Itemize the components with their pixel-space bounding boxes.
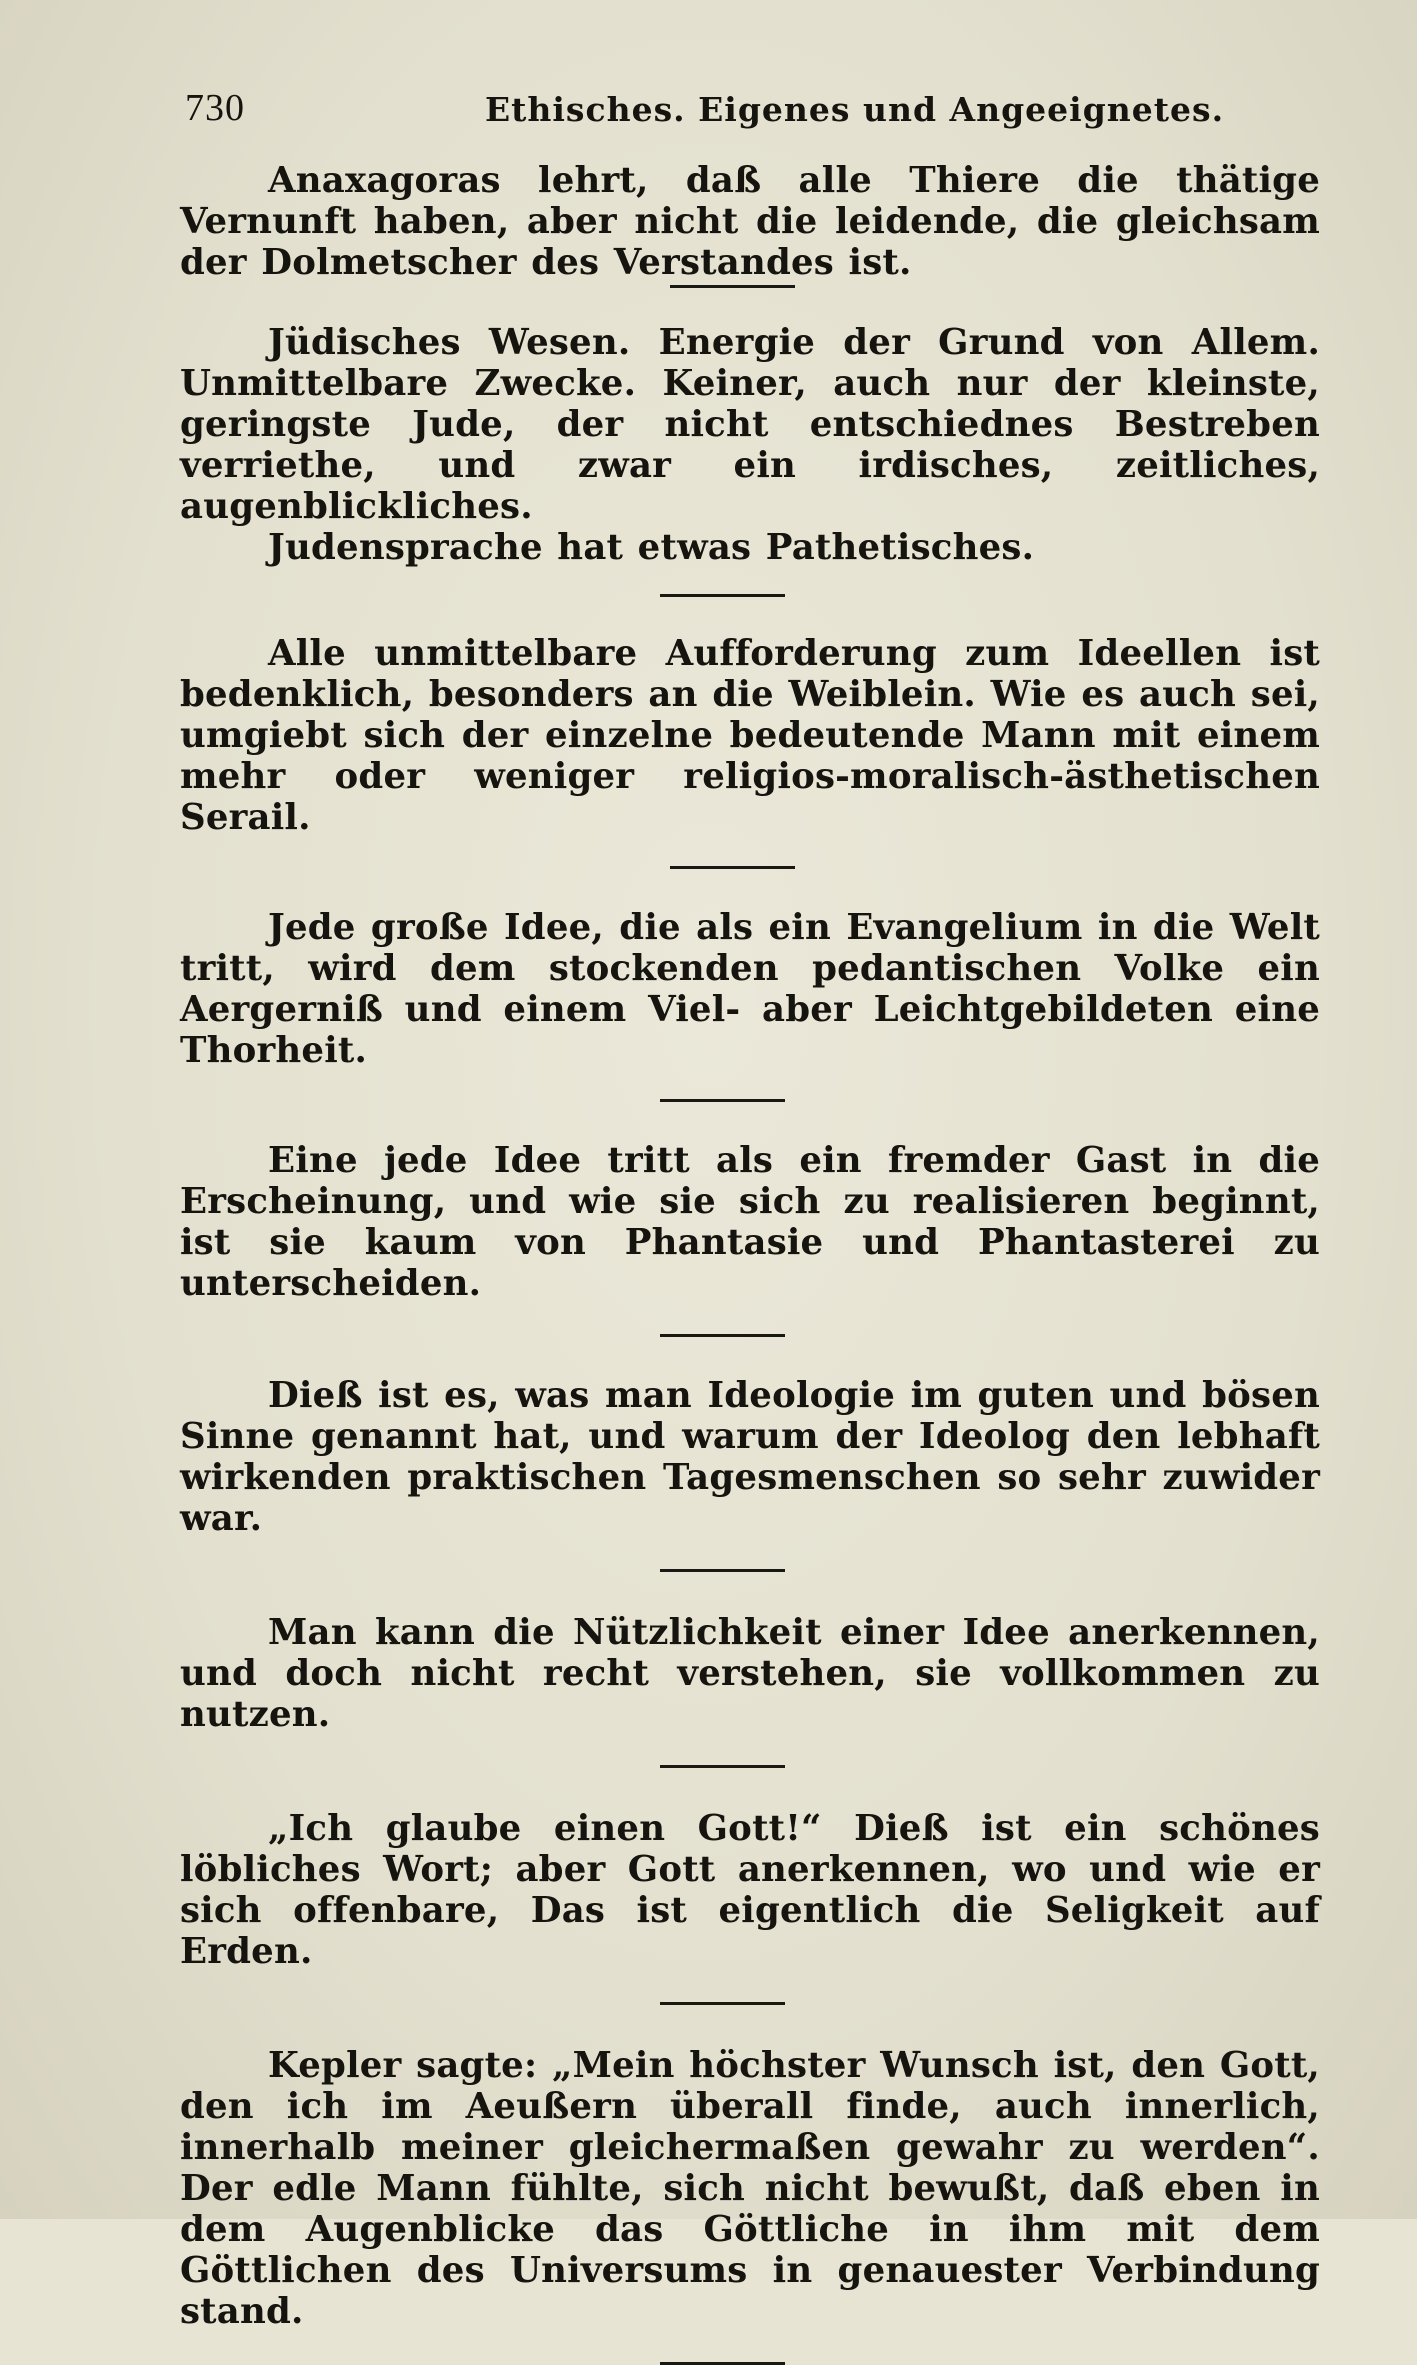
- paragraph-nuetzlichkeit: Man kann die Nützlichkeit einer Idee anerkennen, und doch nicht recht verstehen, sie vollkommen zu nutzen.: [180, 1612, 1320, 1735]
- page-number: 730: [185, 87, 245, 129]
- page-header: [185, 86, 1315, 136]
- running-head: Ethisches. Eigenes und Angeeignetes.: [485, 90, 1225, 129]
- paragraph-fremder-gast: Eine jede Idee tritt als ein fremder Gast in die Erscheinung, und wie sie sich zu realisieren beginnt, ist sie kaum von Phantasie und Phantasterei zu unterscheiden.: [180, 1140, 1320, 1304]
- paragraph-anaxagoras: Anaxagoras lehrt, daß alle Thiere die thätige Vernunft haben, aber nicht die leidende, die gleichsam der Dolmetscher des Verstandes ist.: [180, 160, 1320, 283]
- section-divider: [670, 866, 795, 869]
- paragraph-judensprache: Judensprache hat etwas Pathetisches.: [268, 527, 1035, 568]
- section-divider: [660, 594, 785, 597]
- section-divider: [660, 2002, 785, 2005]
- paragraph-aufforderung: Alle unmittelbare Aufforderung zum Ideellen ist bedenklich, besonders an die Weiblein. Wie es auch sei, umgiebt sich der einzelne bedeutende Mann mit einem mehr oder weniger religios-moralisch-ästhetischen Serail.: [180, 633, 1320, 838]
- paragraph-juedisches-wesen: Jüdisches Wesen. Energie der Grund von Allem. Unmittelbare Zwecke. Keiner, auch nur der kleinste, geringste Jude, der nicht entschiednes Bestreben verriethe, und zwar ein irdisches, zeitliches, augenblickliches.: [180, 322, 1320, 527]
- section-divider: [660, 1099, 785, 1102]
- section-divider: [670, 285, 795, 288]
- section-divider: [660, 1765, 785, 1768]
- paragraph-gott: „Ich glaube einen Gott!“ Dieß ist ein schönes löbliches Wort; aber Gott anerkennen, wo und wie er sich offenbare, Das ist eigentlich die Seligkeit auf Erden.: [180, 1808, 1320, 1972]
- section-divider: [660, 1334, 785, 1337]
- paragraph-ideologie: Dieß ist es, was man Ideologie im guten und bösen Sinne genannt hat, und warum der Ideolog den lebhaft wirkenden praktischen Tagesmenschen so sehr zuwider war.: [180, 1375, 1320, 1539]
- section-divider: [660, 1569, 785, 1572]
- paragraph-kepler: Kepler sagte: „Mein höchster Wunsch ist, den Gott, den ich im Aeußern überall finde, auch innerlich, innerhalb meiner gleichermaßen gewahr zu werden“. Der edle Mann fühlte, sich nicht bewußt, daß eben in dem Augenblicke das Göttliche in ihm mit dem Göttlichen des Universums in genauester Verbindung stand.: [180, 2045, 1320, 2332]
- paragraph-grosse-idee: Jede große Idee, die als ein Evangelium in die Welt tritt, wird dem stockenden pedantischen Volke ein Aergerniß und einem Viel- aber Leichtgebildeten eine Thorheit.: [180, 907, 1320, 1071]
- page-body: [180, 160, 1320, 2365]
